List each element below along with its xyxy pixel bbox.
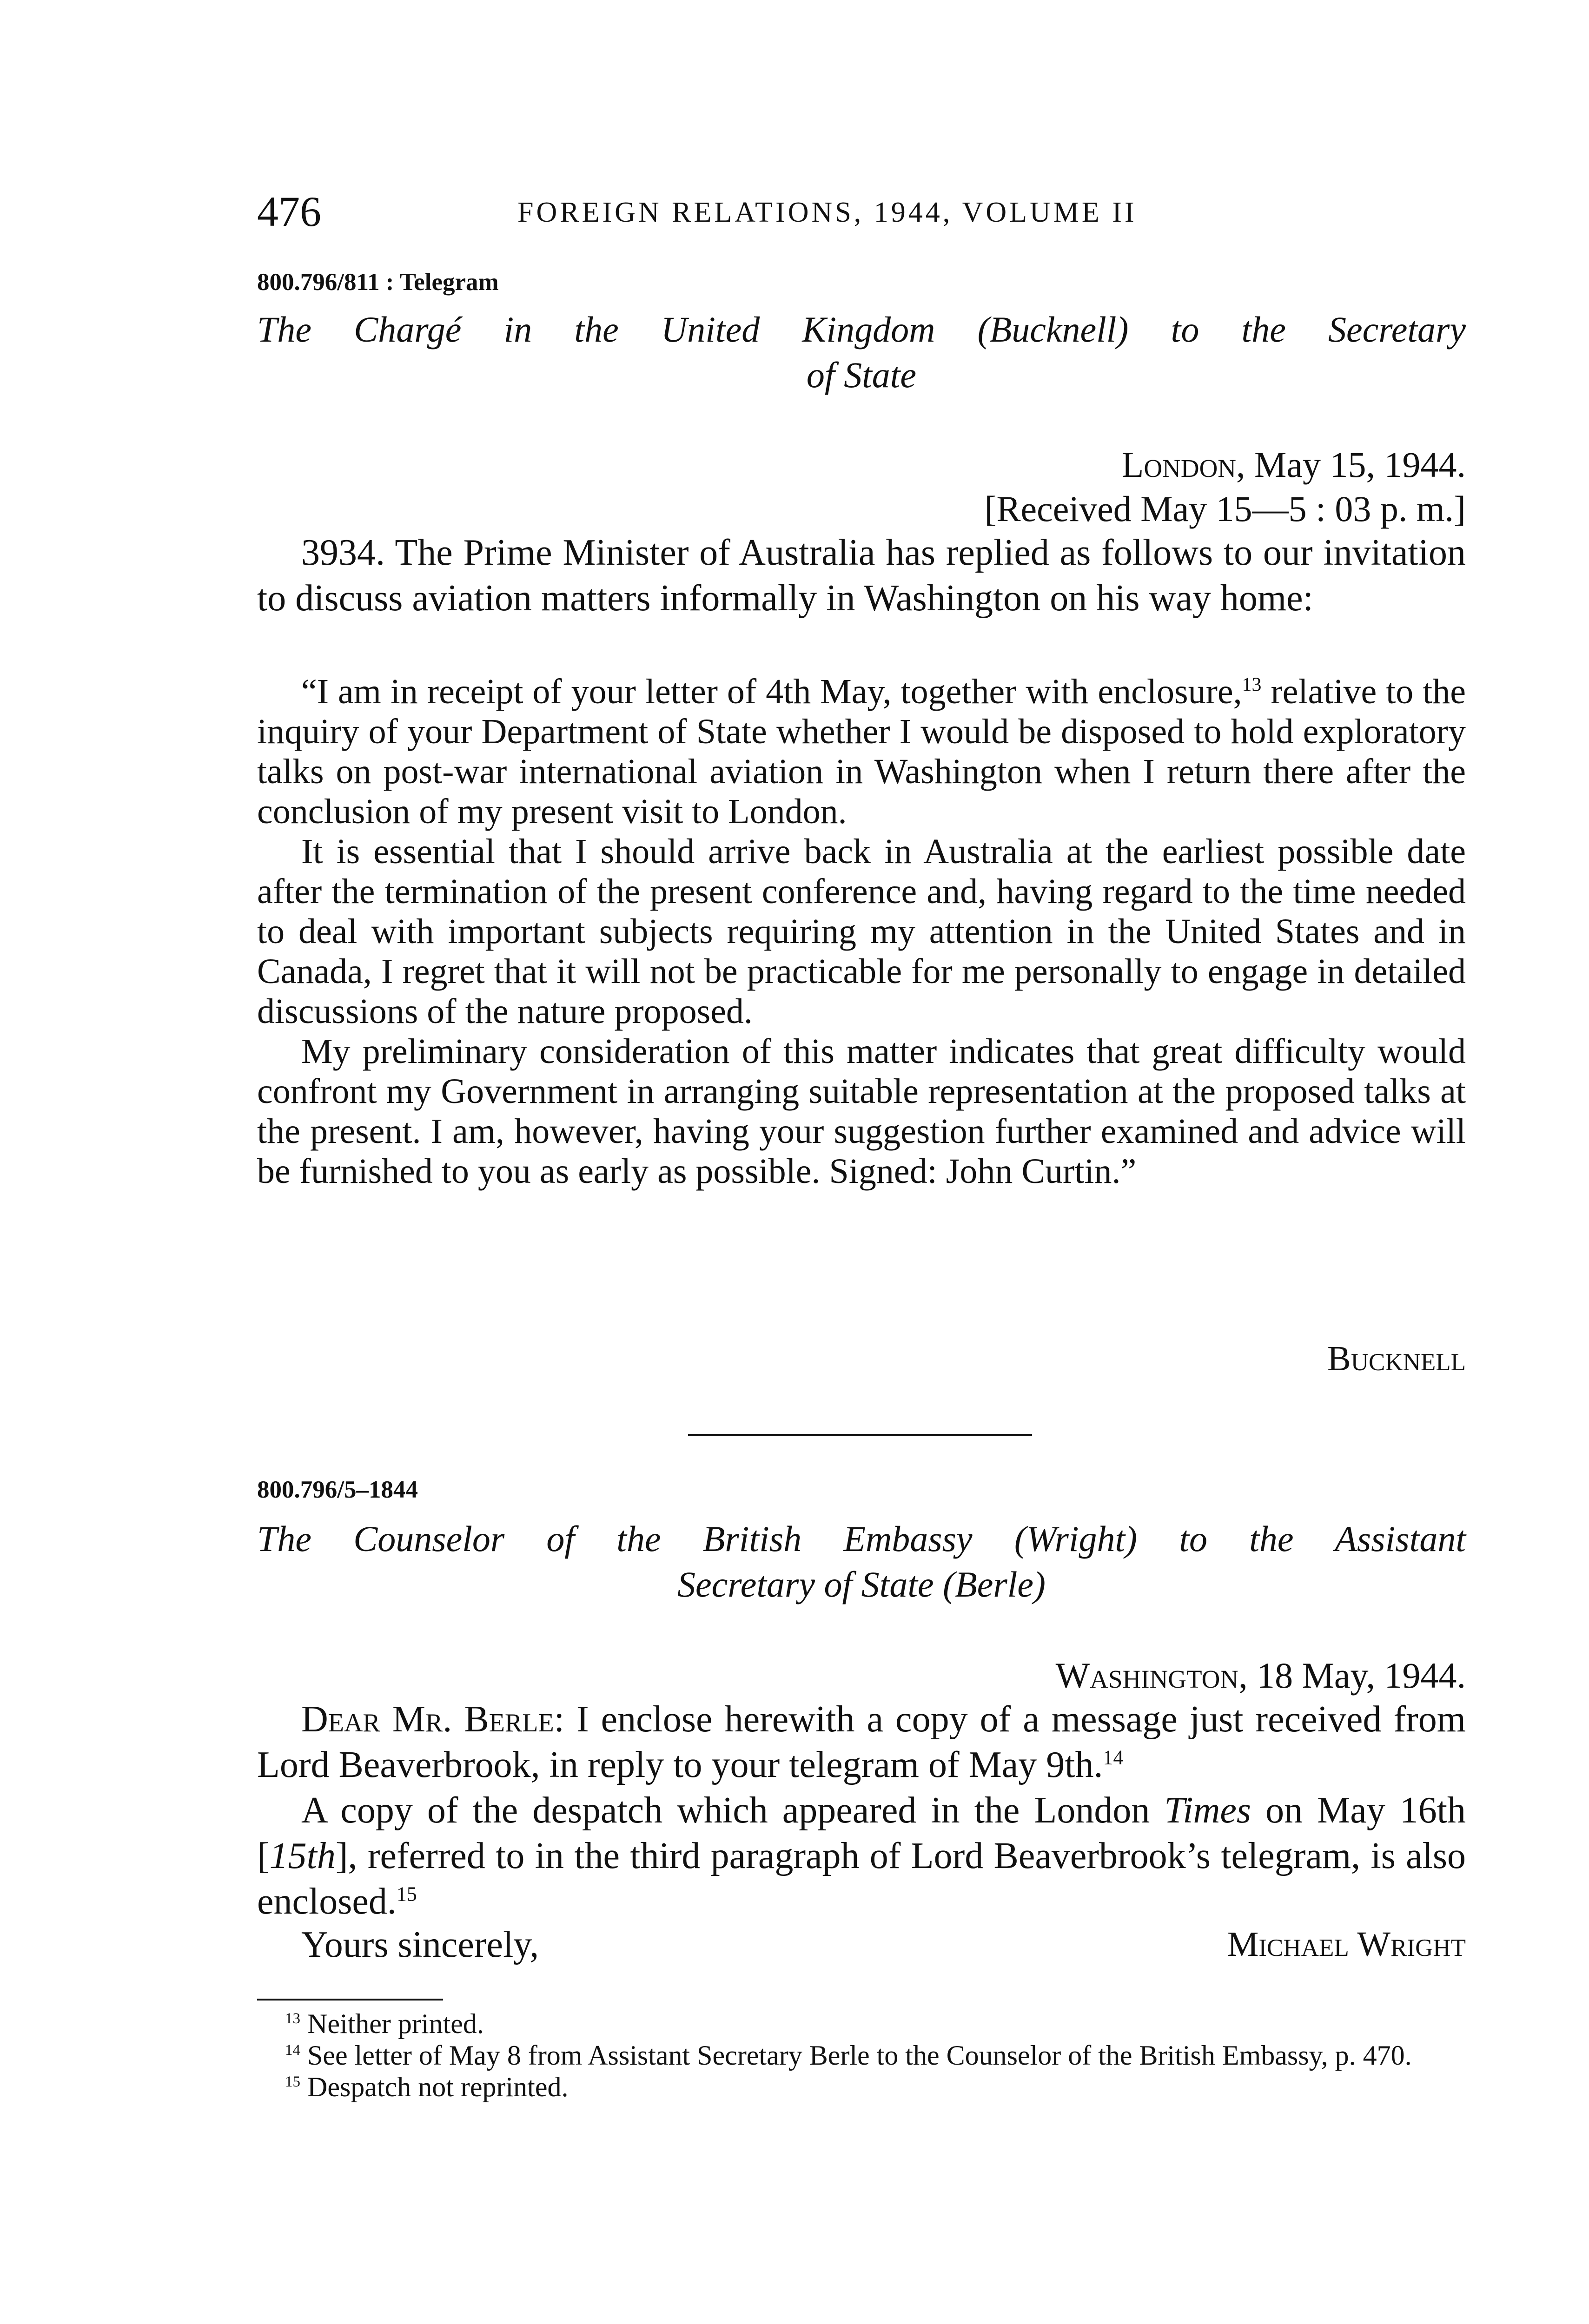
footnote-number: 15: [285, 2073, 300, 2090]
doc1-quotation: [257, 672, 1466, 1191]
footnote-ref-13: 13: [1242, 674, 1262, 696]
newspaper-title: Times: [1164, 1790, 1251, 1831]
doc2-file-reference: 800.796/5–1844: [257, 1476, 418, 1503]
running-title: FOREIGN RELATIONS, 1944, VOLUME II: [517, 197, 1137, 228]
letter-paragraph-1: [257, 1697, 1466, 1788]
doc2-title: [257, 1516, 1466, 1607]
doc2-title-line1: The Counselor of the British Embassy (Wright) to the Assistant: [257, 1519, 1466, 1559]
quote-paragraph-1-text: “I am in receipt of your letter of 4th May, together with enclosure,: [301, 672, 1242, 711]
footnote-14: [257, 2040, 1466, 2071]
doc2-dateline-place: Washington: [1055, 1655, 1239, 1696]
doc2-dateline: [837, 1652, 1466, 1699]
quote-paragraph-1-rest: relative to the inquiry of your Department of State whether I would be disposed to hold exploratory talks on post-war international aviation in Washington when I return there after the conclusion of my present visit to London.: [257, 672, 1466, 831]
section-divider: [688, 1434, 1032, 1436]
doc2-letter-body: [257, 1697, 1466, 1924]
footnote-13: [257, 2008, 1466, 2040]
footnote-15: [257, 2071, 1466, 2103]
letter-paragraph-2-part-c: ], referred to in the third paragraph of Lord Beaverbrook’s telegram, is also enclosed.: [257, 1835, 1466, 1922]
letter-paragraph-2-part-b: on May 16th [: [257, 1790, 1466, 1876]
doc1-title: [257, 307, 1466, 398]
footnote-number: 14: [285, 2042, 300, 2059]
footnote-text: See letter of May 8 from Assistant Secretary Berle to the Counselor of the British Embassy, p. 470.: [307, 2040, 1412, 2071]
footnote-text: Despatch not reprinted.: [307, 2072, 569, 2102]
doc1-signature: Bucknell: [1327, 1339, 1466, 1378]
doc1-dateline-date: , May 15, 1944.: [1236, 444, 1466, 485]
letter-paragraph-2: [257, 1788, 1466, 1924]
doc1-file-reference: 800.796/811 : Telegram: [257, 269, 499, 296]
quote-paragraph-1: [257, 672, 1466, 832]
footnote-text: Neither printed.: [307, 2008, 484, 2039]
running-head: [257, 186, 1345, 237]
doc2-dateline-date: , 18 May, 1944.: [1238, 1655, 1466, 1696]
footnote-ref-14: 14: [1103, 1746, 1124, 1769]
doc1-dateline: [883, 442, 1466, 488]
page-number: 476: [257, 188, 321, 235]
footnote-number: 13: [285, 2010, 300, 2027]
date-correction: 15th: [269, 1835, 336, 1876]
salutation: Dear Mr. Berle: [301, 1699, 554, 1740]
doc1-received-line: [Received May 15—5 : 03 p. m.]: [984, 489, 1466, 529]
doc1-intro-paragraph: 3934. The Prime Minister of Australia has replied as follows to our invitation to discuss aviation matters informally in Washington on his way home:: [257, 532, 1466, 619]
quote-paragraph-2: It is essential that I should arrive back in Australia at the earliest possible date after the termination of the present conference and, having regard to the time needed to deal with important subjects requiring my attention in the United States and in Canada, I regret that it will not be practicable for me personally to engage in detailed discussions of the nature proposed.: [257, 832, 1466, 1031]
footnote-ref-15: 15: [396, 1882, 417, 1906]
doc2-title-line2: Secretary of State (Berle): [677, 1564, 1046, 1604]
doc1-dateline-place: London: [1121, 444, 1237, 485]
footnotes: [257, 2008, 1466, 2103]
closing: Yours sincerely,: [301, 1924, 539, 1965]
doc2-signature: Michael Wright: [1227, 1925, 1466, 1964]
footnote-divider: [257, 1999, 443, 2000]
letter-paragraph-2-part-a: A copy of the despatch which appeared in the London: [301, 1790, 1165, 1831]
doc1-title-line2: of State: [806, 355, 917, 395]
quote-paragraph-3: My preliminary consideration of this matter indicates that great difficulty would confront my Government in arranging suitable representation at the proposed talks at the present. I am, however, having your suggestion further examined and advice will be furnished to you as early as possible. Signed: John Curtin.”: [257, 1032, 1466, 1191]
letter-paragraph-1-text: : I enclose herewith a copy of a message just received from Lord Beaverbrook, in reply to your telegram of May 9th.: [257, 1699, 1466, 1785]
doc1-title-line1: The Chargé in the United Kingdom (Bucknell) to the Secretary: [257, 309, 1466, 350]
